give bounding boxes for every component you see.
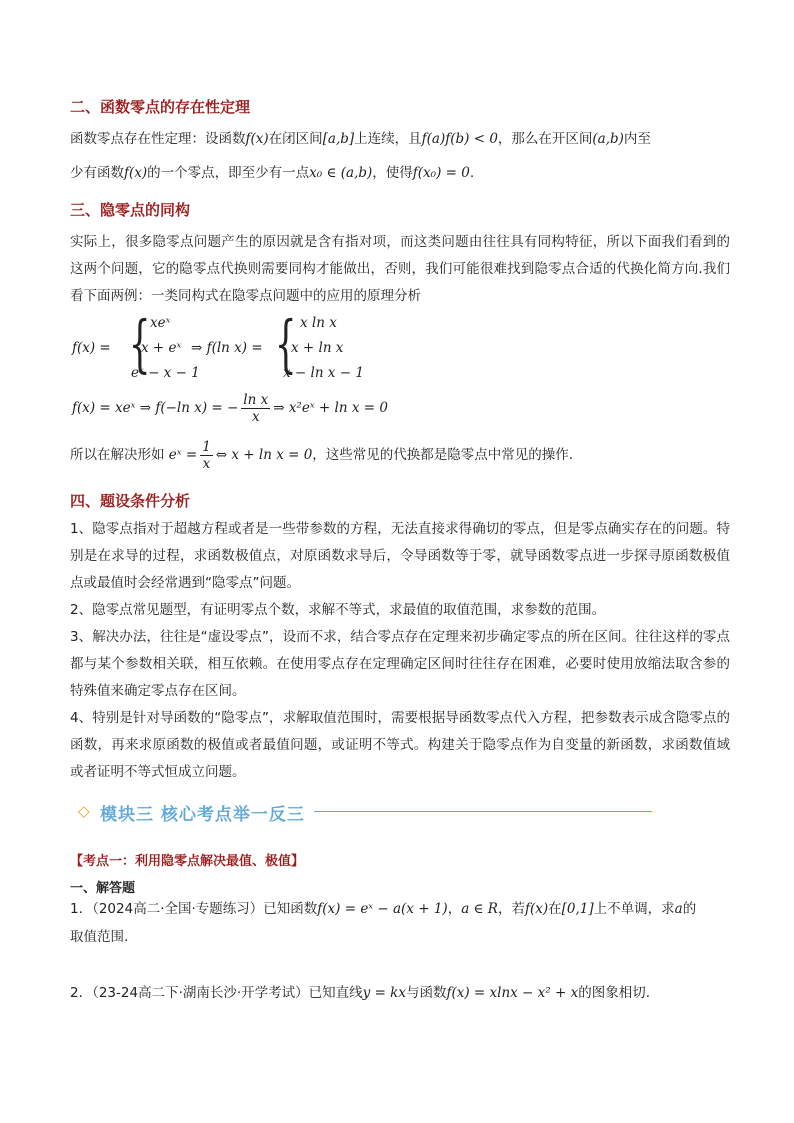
question-1 — [70, 895, 730, 951]
theorem-line-2: 少有函数f(x)的一个零点，即至少有一点x₀ ∈ (a,b)，使得f(x₀) = 0. — [70, 165, 475, 181]
question-2: 2．（23-24高二下·湖南长沙·开学考试）已知直线y = kx与函数f(x) = xlnx − x² + x的图象相切. — [70, 985, 650, 1001]
condition-paragraph-4: 4、特别是针对导函数的“隐零点”，求解取值范围时，需要根据导函数零点代入方程，把参数表示成含隐零点的函数，再来求原函数的极值或者最值问题，或证明不等式。构建关于隐零点作为自变量的新函数，求函数值域或者证明不等式恒成立问题。 — [70, 710, 730, 780]
theorem-paragraph — [70, 126, 730, 187]
fraction-lnx-over-x: $\frac{\text{ln x}}{x}$ — [243, 392, 269, 425]
isomorphism-paragraph: 实际上，很多隐零点问题产生的原因就是含有指对项，而这类问题由往往具有同构特征，所以下面我们看到的这两个问题，它的隐零点代换则需要同构才能做出，否则，我们可能很难找到隐零点合适的代换化简方向.我们看下面两例：一类同构式在隐零点问题中的应用的原理分析 — [70, 234, 730, 304]
left-case-1: xeˣ — [150, 315, 171, 331]
right-case-3: x − ln x − 1 — [283, 365, 364, 381]
module-divider — [314, 811, 652, 812]
substitution-line: 所以在解决形如 eˣ = $\frac{1}{x}$ ⇔ x + ln x = 0，这些常见的代换都是隐零点中常见的操作. — [70, 439, 574, 472]
question-1-line-1: 1．（2024高二·全国·专题练习）已知函数f(x) = eˣ − a(x + 1)，a ∈ R，若f(x)在[0,1]上不单调，求a的 — [70, 901, 697, 917]
question-1-line-2: 取值范围. — [70, 929, 129, 945]
right-brace: { — [274, 307, 297, 380]
right-case-2: x + ln x — [291, 340, 344, 356]
condition-paragraph-2: 2、隐零点常见题型，有证明零点个数，求解不等式，求最值的取值范围，求参数的范围。 — [70, 602, 606, 618]
theorem-line-1: 函数零点存在性定理：设函数f(x)在闭区间[a,b]上连续，且f(a)f(b) < 0，那么在开区间(a,b)内至 — [70, 131, 651, 147]
module-banner — [78, 800, 578, 824]
formula-line-2: f(x) = xeˣ ⇒ f(−ln x) = − $\frac{\text{ln x}}{x}$ ⇒ x²eˣ + ln x = 0 — [72, 392, 388, 425]
topic-heading: 【考点一：利用隐零点解决最值、极值】 — [70, 854, 305, 869]
left-brace: { — [128, 307, 151, 380]
section-heading-condition-analysis: 四、题设条件分析 — [70, 492, 191, 510]
left-case-3: eˣ − x − 1 — [131, 365, 200, 381]
condition-paragraph-1: 1、隐零点指对于超越方程或者是一些带参数的方程，无法直接求得确切的零点，但是零点确实存在的问题。特别是在求导的过程，求函数极值点，对原函数求导后，令导函数等于零，就导函数零点进一步探寻原函数极值点或最值时会经常遇到“隐零点”问题。 — [70, 521, 730, 591]
section-heading-isomorphism: 三、隐零点的同构 — [70, 201, 191, 219]
formula-arrow-label: ⇒ f(ln x) = — [191, 340, 263, 356]
right-case-1: x ln x — [300, 315, 337, 331]
module-title: 模块三 核心考点举一反三 — [100, 805, 305, 825]
formula-fx-label: f(x) = — [72, 340, 111, 356]
question-section-label: 一、解答题 — [70, 881, 136, 896]
diamond-chevron-icon: ◇ — [78, 802, 90, 820]
condition-paragraph-3: 3、解决办法，往往是“虚设零点”，设而不求，结合零点存在定理来初步确定零点的所在区间。往往这样的零点都与某个参数相关联，相互依赖。在使用零点存在定理确定区间时往往存在困难，必要时使用放缩法取含参的特殊值来确定零点存在区间。 — [70, 629, 730, 699]
left-case-2: x + eˣ — [141, 340, 182, 356]
fraction-1-over-x: $\frac{1}{x}$ — [202, 439, 211, 472]
section-heading-existence-theorem: 二、函数零点的存在性定理 — [70, 98, 251, 116]
